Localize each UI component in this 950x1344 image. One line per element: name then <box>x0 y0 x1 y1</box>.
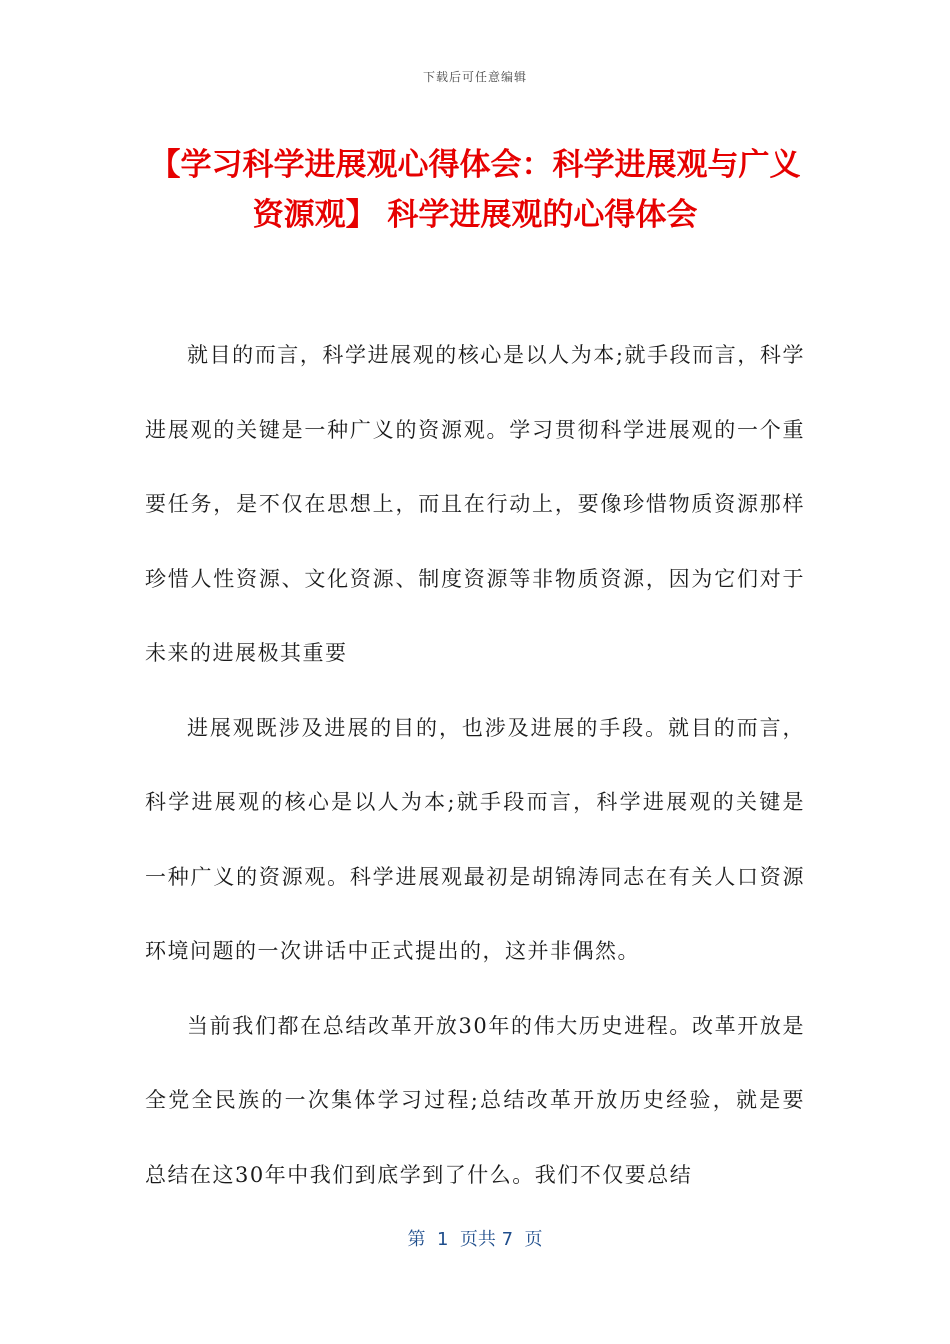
paragraph-2: 进展观既涉及进展的目的，也涉及进展的手段。就目的而言，科学进展观的核心是以人为本;就手段而言，科学进展观的关键是一种广义的资源观。科学进展观最初是胡锦涛同志在有关人口资源环境问题的一次讲话中正式提出的，这并非偶然。 <box>145 715 805 963</box>
document-title: 【学习科学进展观心得体会：科学进展观与广义资源观】 科学进展观的心得体会 <box>149 147 801 233</box>
paragraph-3: 当前我们都在总结改革开放30年的伟大历史进程。改革开放是全党全民族的一次集体学习过程;总结改革开放历史经验，就是要总结在这30年中我们到底学到了什么。我们不仅要总结 <box>145 1013 805 1187</box>
document-body <box>145 318 805 1212</box>
paragraph-1: 就目的而言，科学进展观的核心是以人为本;就手段而言，科学进展观的关键是一种广义的资源观。学习贯彻科学进展观的一个重要任务，是不仅在思想上，而且在行动上，要像珍惜物质资源那样珍惜人性资源、文化资源、制度资源等非物质资源，因为它们对于未来的进展极其重要 <box>145 343 805 665</box>
page-number-footer: 第 1 页共 7 页 <box>407 1229 543 1250</box>
header-note: 下载后可任意编辑 <box>422 70 527 84</box>
